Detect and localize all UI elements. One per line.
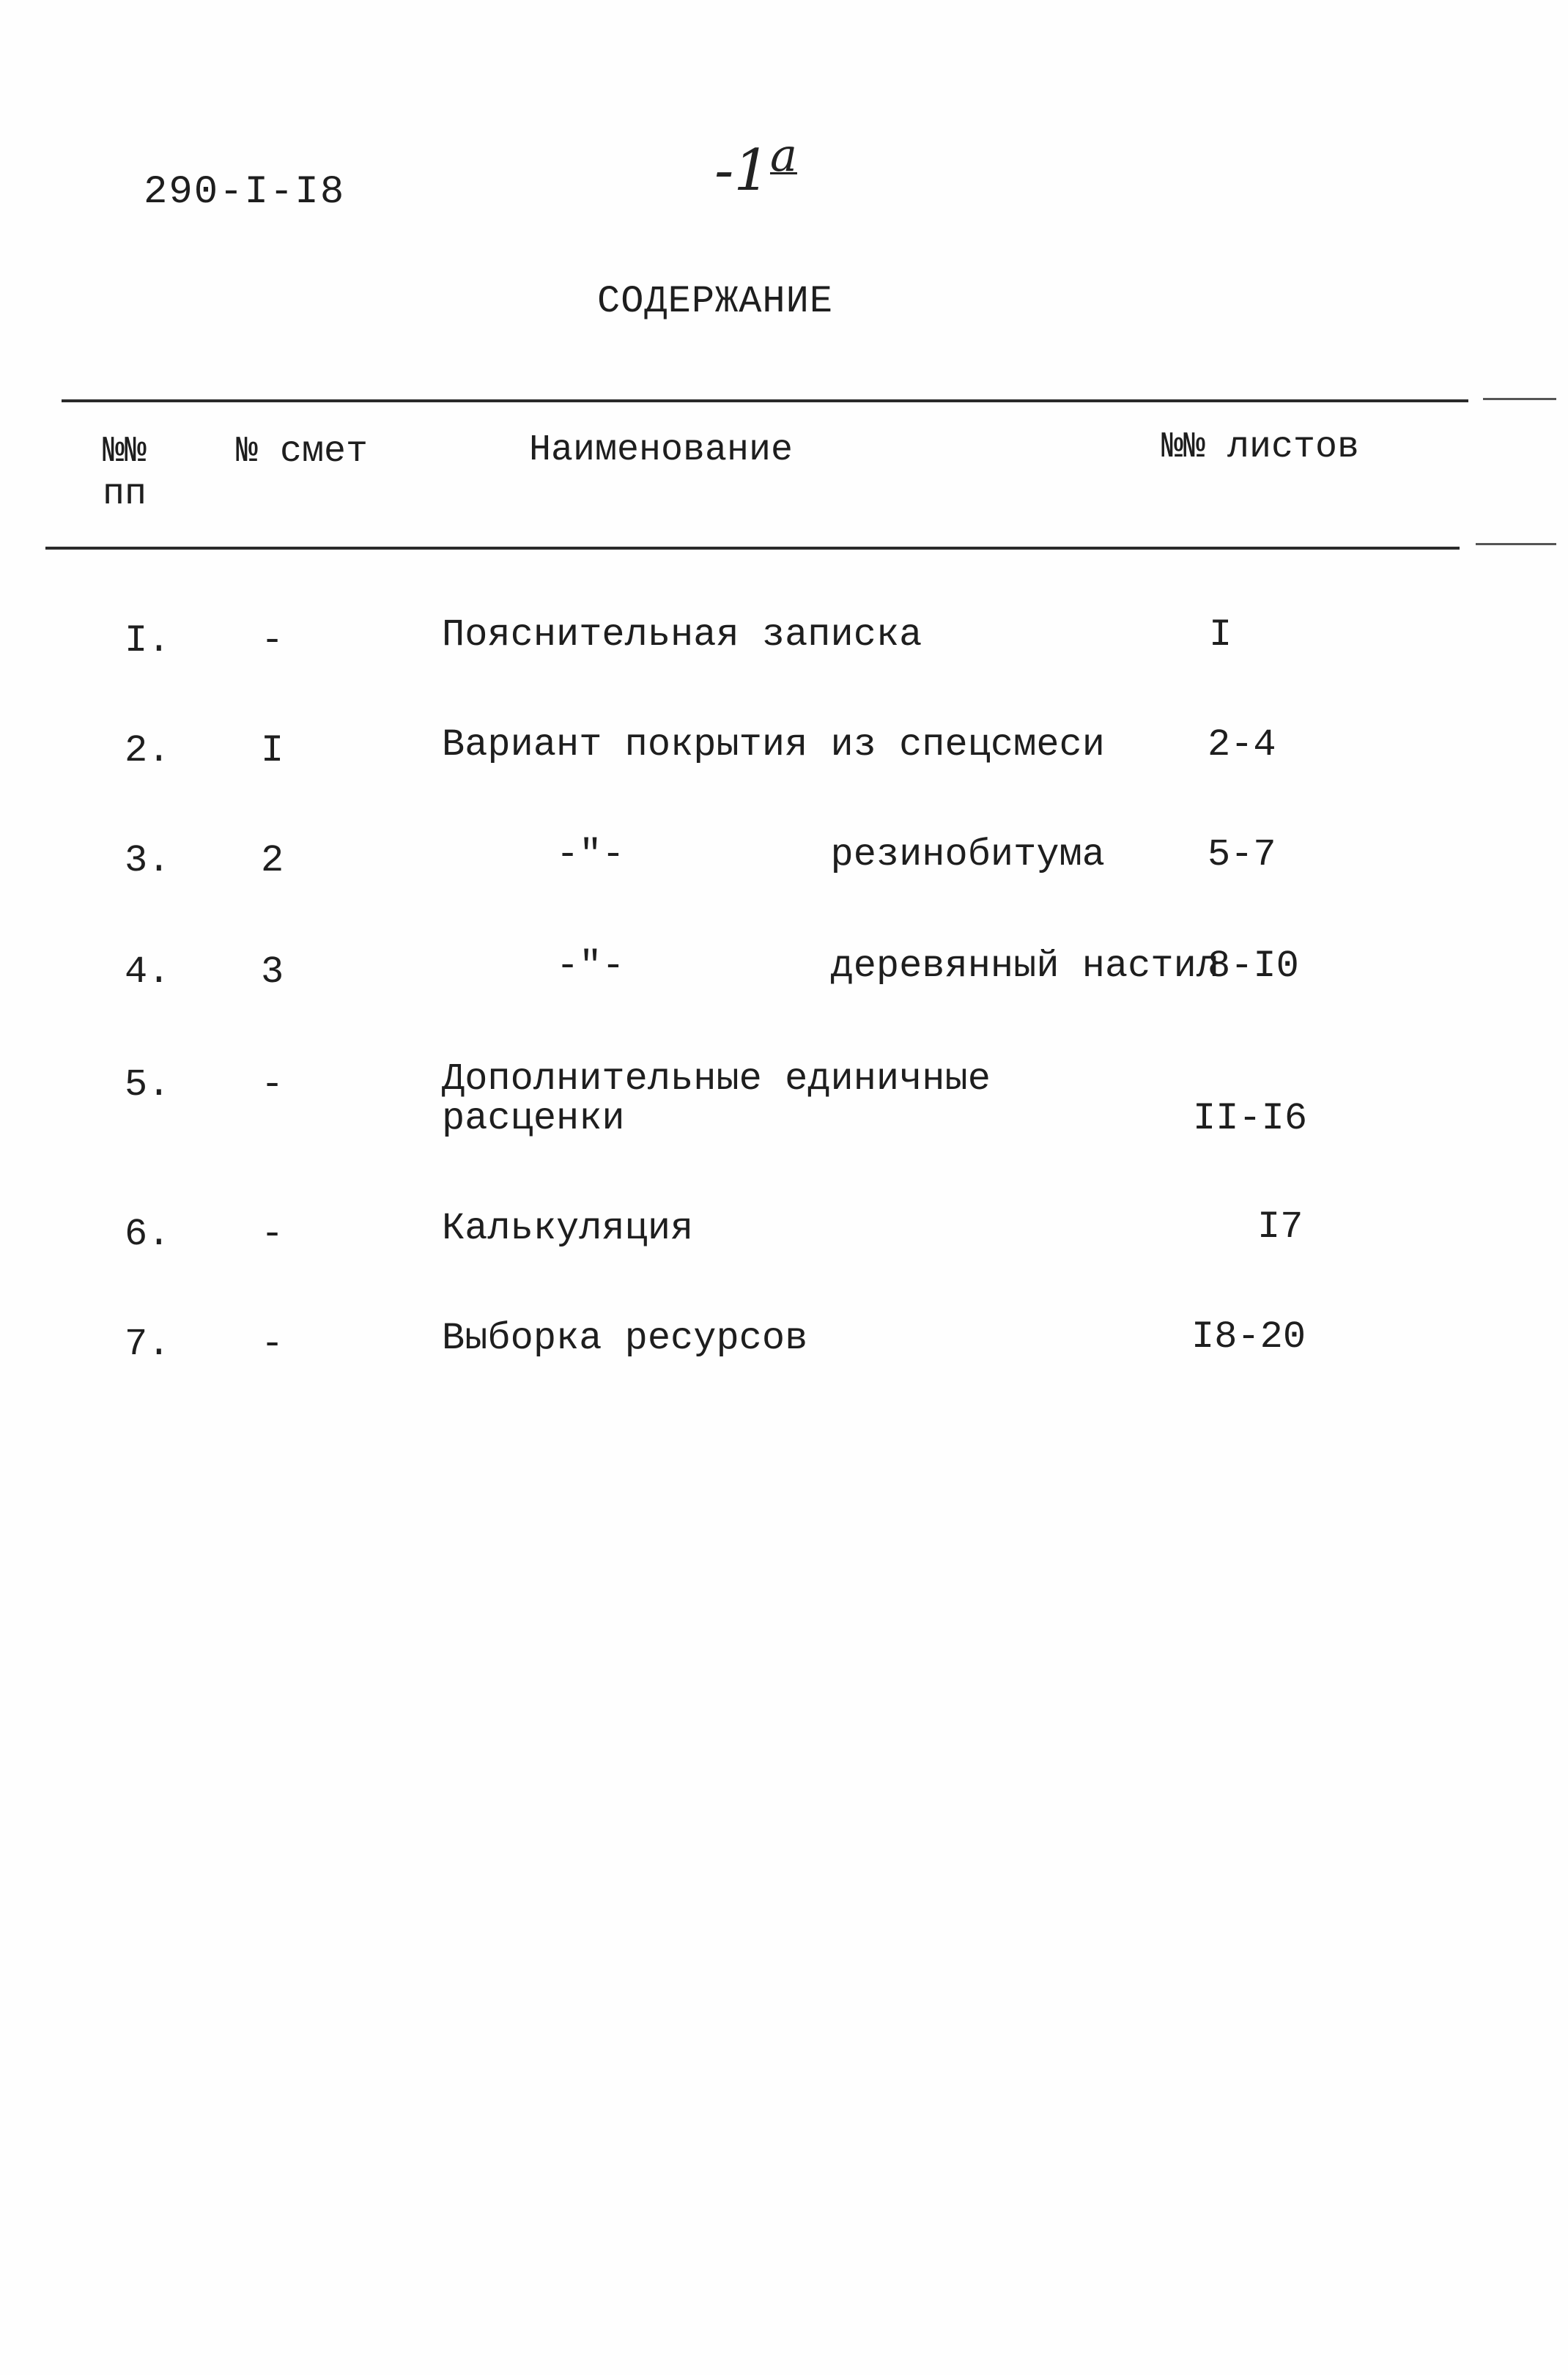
row-name: Выборка ресурсов — [442, 1317, 808, 1360]
row-sheets: I8-20 — [1191, 1315, 1306, 1359]
row-estimate: - — [261, 619, 284, 662]
page-title: СОДЕРЖАНИЕ — [597, 280, 834, 323]
handwritten-page-main: -1 — [714, 138, 770, 204]
row-sheets: 5-7 — [1208, 833, 1276, 876]
row-sheets: 2-4 — [1208, 723, 1276, 767]
row-number: I. — [125, 619, 171, 662]
row-estimate: I — [261, 729, 284, 772]
column-header-name: Наименование — [529, 429, 794, 471]
row-number: 6. — [125, 1213, 171, 1256]
table-header-rule — [45, 547, 1460, 550]
handwritten-page-number — [714, 128, 797, 204]
row-sheets: I — [1209, 613, 1232, 657]
row-estimate: - — [261, 1213, 284, 1256]
row-name: -"- резинобитума — [442, 833, 1105, 876]
table-top-rule-tail — [1483, 398, 1556, 400]
column-header-number: №№ пп — [103, 431, 147, 515]
row-estimate: 2 — [261, 839, 284, 882]
row-name: Дополнительные единичные расценки — [442, 1057, 991, 1140]
row-number: 5. — [125, 1063, 171, 1107]
row-estimate: - — [261, 1063, 284, 1107]
row-name: -"- деревянный настил — [442, 945, 1219, 988]
row-number: 4. — [125, 950, 171, 994]
row-estimate: - — [261, 1323, 284, 1366]
table-top-rule — [62, 399, 1468, 402]
row-name: Калькуляция — [442, 1207, 694, 1250]
row-sheets: II-I6 — [1193, 1097, 1308, 1140]
row-name: Вариант покрытия из спецсмеси — [442, 723, 1105, 767]
column-header-estimate: № смет — [236, 431, 369, 473]
row-number: 3. — [125, 839, 171, 882]
column-header-sheets: №№ листов — [1161, 426, 1360, 468]
handwritten-page-suffix: a — [769, 128, 797, 182]
row-sheets: 8-I0 — [1208, 945, 1299, 988]
table-header-rule-tail — [1476, 543, 1556, 545]
document-code: 290-I-I8 — [144, 170, 346, 215]
row-estimate: 3 — [261, 950, 284, 994]
row-number: 7. — [125, 1323, 171, 1366]
row-name: Пояснительная записка — [442, 613, 922, 657]
row-number: 2. — [125, 729, 171, 772]
row-sheets: I7 — [1257, 1205, 1303, 1249]
